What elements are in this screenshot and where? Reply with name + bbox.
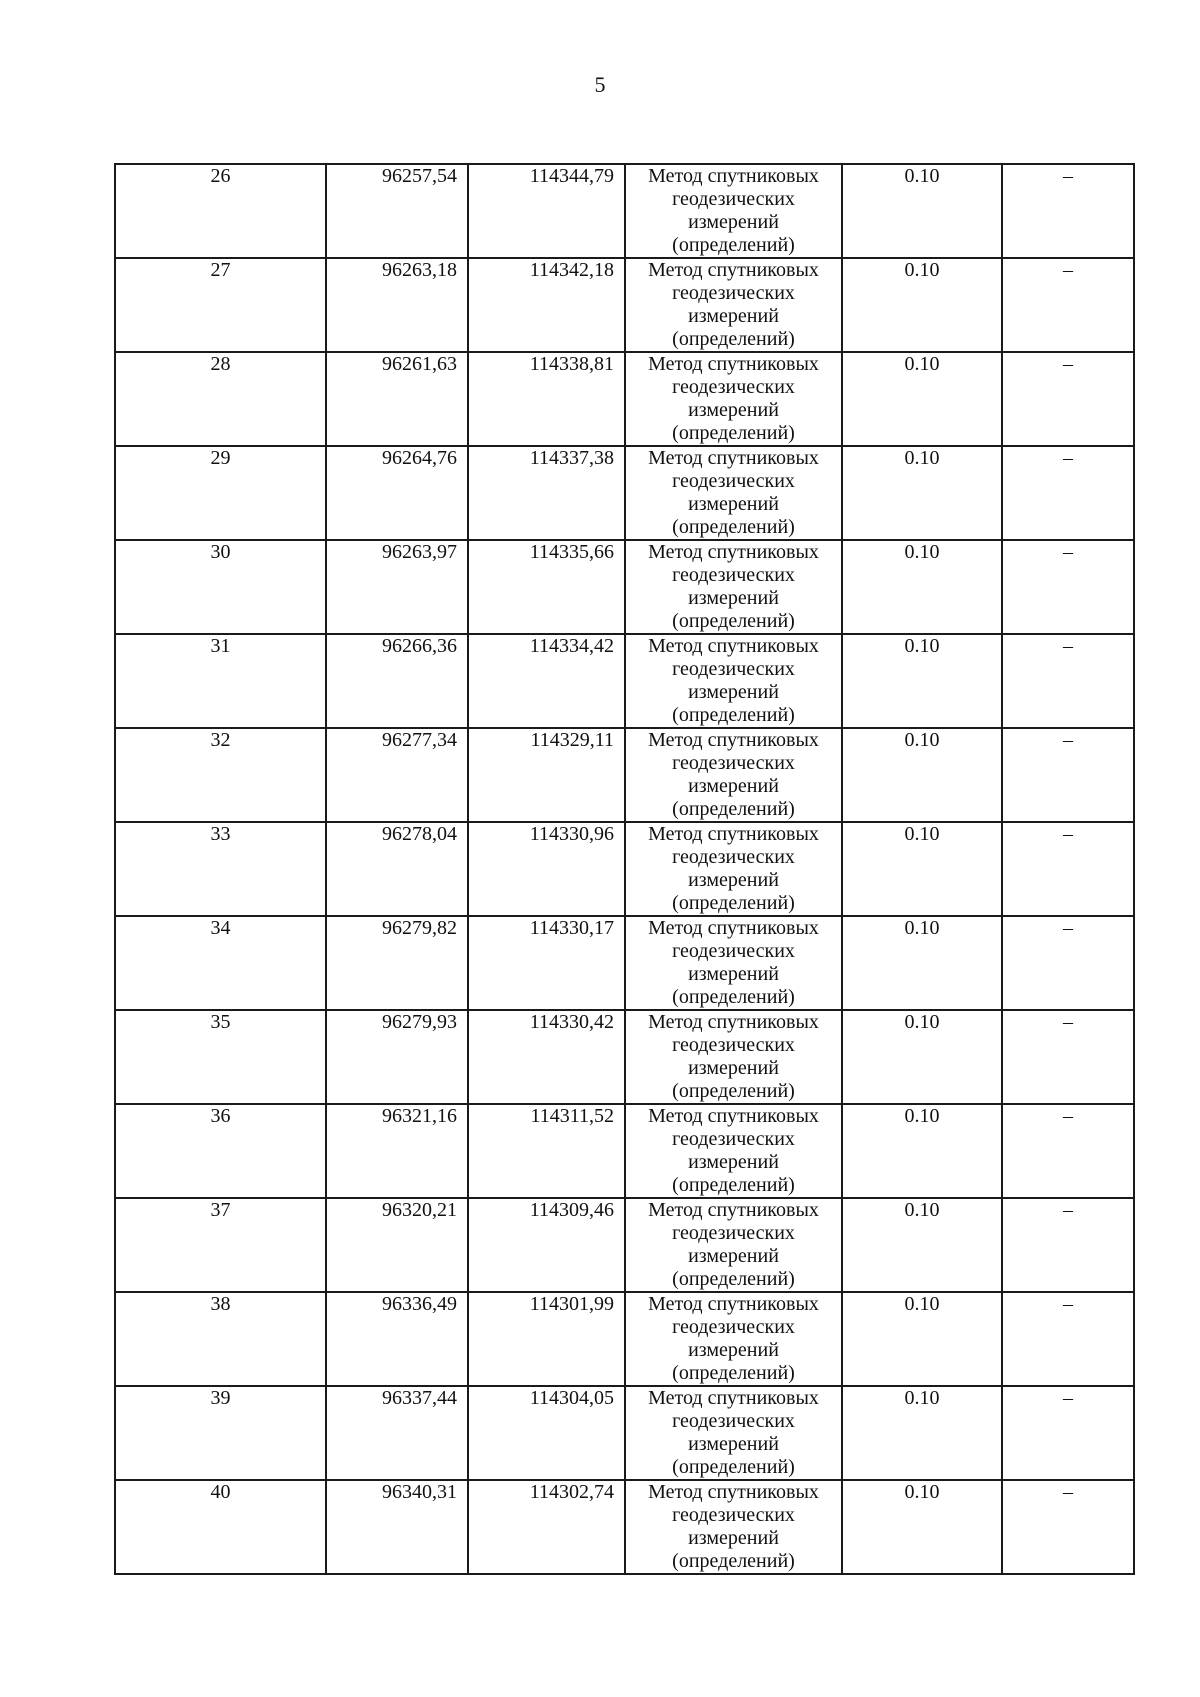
point-number-cell: 34 [115, 916, 326, 1010]
x-coordinate-cell: 96279,82 [326, 916, 468, 1010]
accuracy-cell: 0.10 [842, 1198, 1002, 1292]
x-coordinate-cell: 96266,36 [326, 634, 468, 728]
y-coordinate-cell: 114334,42 [468, 634, 625, 728]
table-row [115, 540, 1134, 634]
note-cell: – [1002, 1104, 1134, 1198]
point-number-cell: 27 [115, 258, 326, 352]
note-cell: – [1002, 1198, 1134, 1292]
y-coordinate-cell: 114301,99 [468, 1292, 625, 1386]
method-cell: Метод спутниковых геодезических измерений (определений) [625, 1480, 842, 1574]
method-cell: Метод спутниковых геодезических измерений (определений) [625, 916, 842, 1010]
note-cell: – [1002, 1386, 1134, 1480]
accuracy-cell: 0.10 [842, 916, 1002, 1010]
method-cell: Метод спутниковых геодезических измерений (определений) [625, 1386, 842, 1480]
table-row [115, 1386, 1134, 1480]
x-coordinate-cell: 96336,49 [326, 1292, 468, 1386]
y-coordinate-cell: 114330,96 [468, 822, 625, 916]
y-coordinate-cell: 114330,42 [468, 1010, 625, 1104]
accuracy-cell: 0.10 [842, 822, 1002, 916]
note-cell: – [1002, 164, 1134, 258]
y-coordinate-cell: 114330,17 [468, 916, 625, 1010]
point-number-cell: 37 [115, 1198, 326, 1292]
method-cell: Метод спутниковых геодезических измерений (определений) [625, 1292, 842, 1386]
y-coordinate-cell: 114302,74 [468, 1480, 625, 1574]
method-cell: Метод спутниковых геодезических измерений (определений) [625, 540, 842, 634]
x-coordinate-cell: 96277,34 [326, 728, 468, 822]
y-coordinate-cell: 114338,81 [468, 352, 625, 446]
table-row [115, 258, 1134, 352]
x-coordinate-cell: 96340,31 [326, 1480, 468, 1574]
note-cell: – [1002, 822, 1134, 916]
accuracy-cell: 0.10 [842, 1292, 1002, 1386]
method-cell: Метод спутниковых геодезических измерений (определений) [625, 1198, 842, 1292]
point-number-cell: 30 [115, 540, 326, 634]
point-number-cell: 35 [115, 1010, 326, 1104]
accuracy-cell: 0.10 [842, 258, 1002, 352]
x-coordinate-cell: 96337,44 [326, 1386, 468, 1480]
point-number-cell: 39 [115, 1386, 326, 1480]
method-cell: Метод спутниковых геодезических измерений (определений) [625, 164, 842, 258]
accuracy-cell: 0.10 [842, 446, 1002, 540]
table-row [115, 1292, 1134, 1386]
table-row [115, 634, 1134, 728]
table-row [115, 1010, 1134, 1104]
point-number-cell: 40 [115, 1480, 326, 1574]
table-row [115, 822, 1134, 916]
x-coordinate-cell: 96257,54 [326, 164, 468, 258]
x-coordinate-cell: 96279,93 [326, 1010, 468, 1104]
accuracy-cell: 0.10 [842, 352, 1002, 446]
y-coordinate-cell: 114337,38 [468, 446, 625, 540]
table-row [115, 1198, 1134, 1292]
x-coordinate-cell: 96261,63 [326, 352, 468, 446]
method-cell: Метод спутниковых геодезических измерений (определений) [625, 352, 842, 446]
y-coordinate-cell: 114344,79 [468, 164, 625, 258]
point-number-cell: 36 [115, 1104, 326, 1198]
accuracy-cell: 0.10 [842, 1010, 1002, 1104]
x-coordinate-cell: 96264,76 [326, 446, 468, 540]
point-number-cell: 28 [115, 352, 326, 446]
note-cell: – [1002, 540, 1134, 634]
table-row [115, 916, 1134, 1010]
method-cell: Метод спутниковых геодезических измерений (определений) [625, 1104, 842, 1198]
method-cell: Метод спутниковых геодезических измерений (определений) [625, 634, 842, 728]
point-number-cell: 29 [115, 446, 326, 540]
y-coordinate-cell: 114304,05 [468, 1386, 625, 1480]
y-coordinate-cell: 114342,18 [468, 258, 625, 352]
note-cell: – [1002, 634, 1134, 728]
accuracy-cell: 0.10 [842, 1104, 1002, 1198]
x-coordinate-cell: 96278,04 [326, 822, 468, 916]
accuracy-cell: 0.10 [842, 540, 1002, 634]
point-number-cell: 32 [115, 728, 326, 822]
coordinates-table [114, 163, 1135, 1575]
method-cell: Метод спутниковых геодезических измерений (определений) [625, 258, 842, 352]
point-number-cell: 26 [115, 164, 326, 258]
accuracy-cell: 0.10 [842, 1480, 1002, 1574]
table-row [115, 1480, 1134, 1574]
accuracy-cell: 0.10 [842, 634, 1002, 728]
note-cell: – [1002, 1010, 1134, 1104]
method-cell: Метод спутниковых геодезических измерений (определений) [625, 822, 842, 916]
accuracy-cell: 0.10 [842, 164, 1002, 258]
note-cell: – [1002, 1292, 1134, 1386]
y-coordinate-cell: 114329,11 [468, 728, 625, 822]
table-row [115, 1104, 1134, 1198]
y-coordinate-cell: 114311,52 [468, 1104, 625, 1198]
method-cell: Метод спутниковых геодезических измерений (определений) [625, 446, 842, 540]
note-cell: – [1002, 728, 1134, 822]
note-cell: – [1002, 1480, 1134, 1574]
note-cell: – [1002, 916, 1134, 1010]
page-number: 5 [594, 72, 606, 97]
note-cell: – [1002, 446, 1134, 540]
x-coordinate-cell: 96263,18 [326, 258, 468, 352]
y-coordinate-cell: 114309,46 [468, 1198, 625, 1292]
point-number-cell: 33 [115, 822, 326, 916]
table-row [115, 446, 1134, 540]
method-cell: Метод спутниковых геодезических измерений (определений) [625, 1010, 842, 1104]
accuracy-cell: 0.10 [842, 728, 1002, 822]
point-number-cell: 38 [115, 1292, 326, 1386]
table-row [115, 164, 1134, 258]
note-cell: – [1002, 352, 1134, 446]
method-cell: Метод спутниковых геодезических измерений (определений) [625, 728, 842, 822]
x-coordinate-cell: 96320,21 [326, 1198, 468, 1292]
accuracy-cell: 0.10 [842, 1386, 1002, 1480]
table-row [115, 728, 1134, 822]
x-coordinate-cell: 96263,97 [326, 540, 468, 634]
table-row [115, 352, 1134, 446]
y-coordinate-cell: 114335,66 [468, 540, 625, 634]
point-number-cell: 31 [115, 634, 326, 728]
x-coordinate-cell: 96321,16 [326, 1104, 468, 1198]
note-cell: – [1002, 258, 1134, 352]
